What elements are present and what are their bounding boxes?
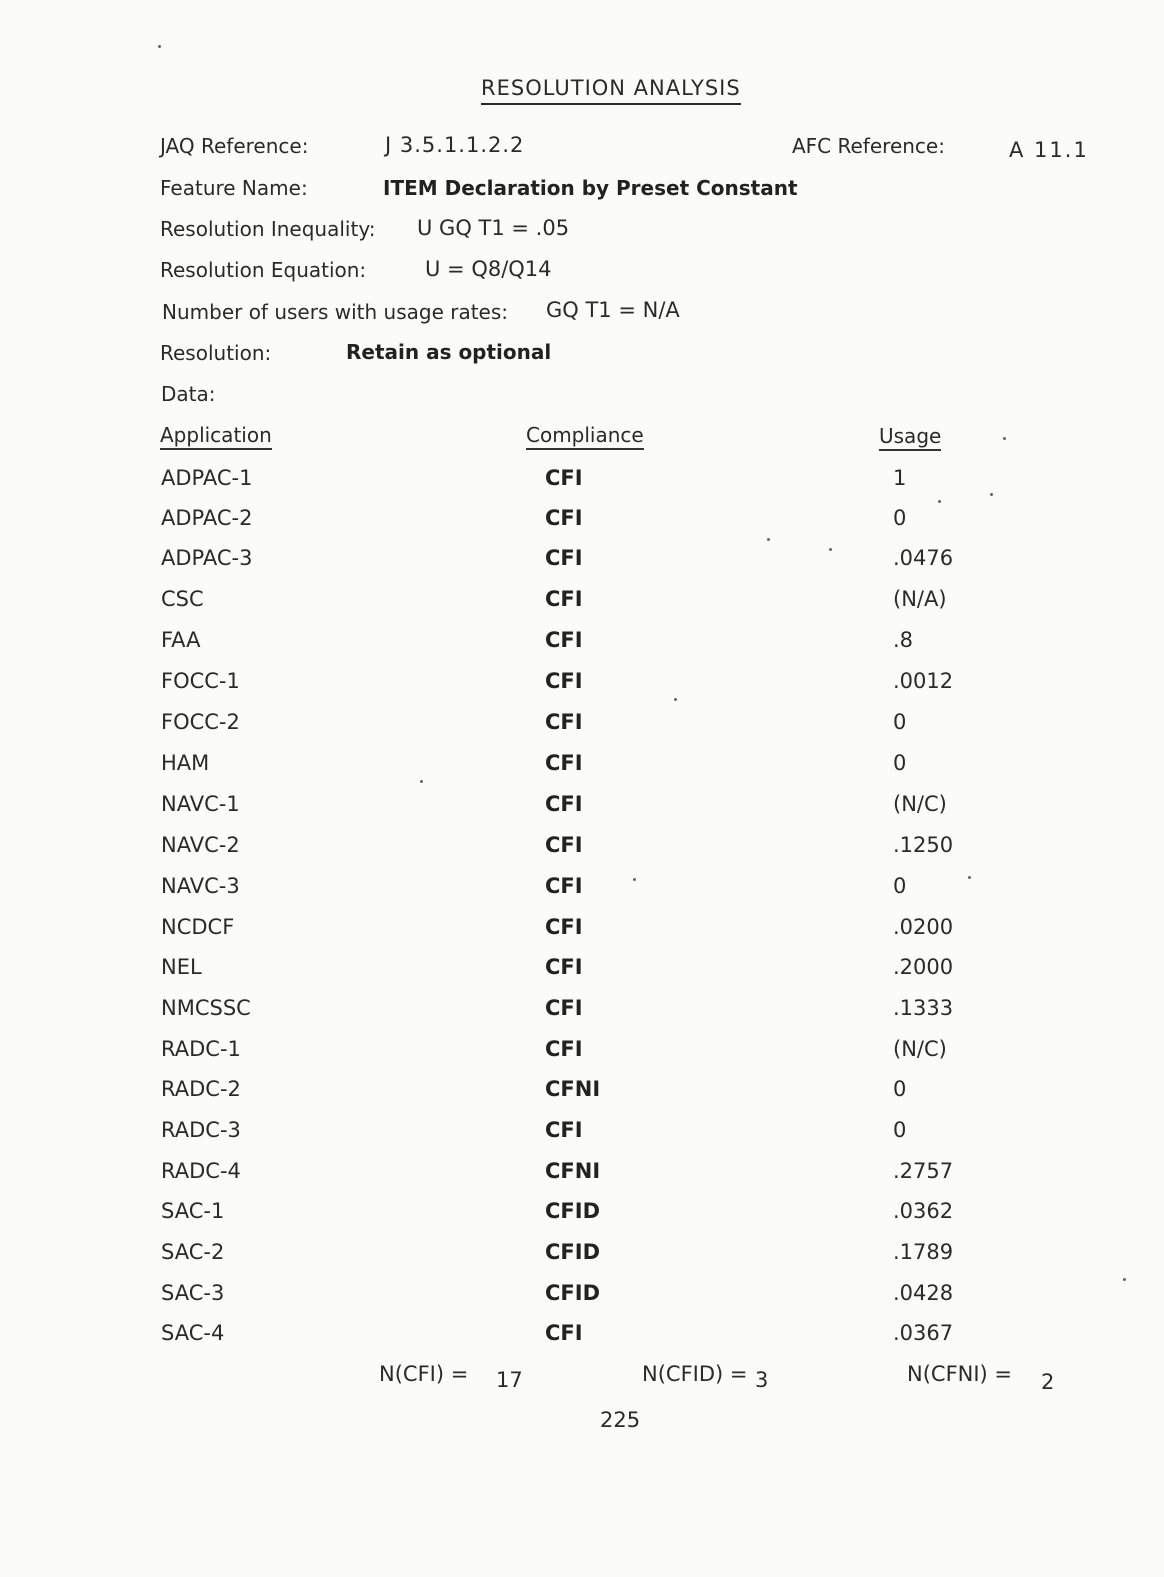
total-cfni-value: 2 [1041,1370,1055,1394]
scan-speck [938,500,941,503]
cell-application: SAC-3 [161,1281,225,1305]
cell-compliance: CFID [545,1281,601,1305]
table-row [0,792,1164,822]
scan-speck [990,493,993,496]
cell-application: RADC-4 [161,1159,241,1183]
cell-usage: 1 [893,466,907,490]
page-number: 225 [600,1408,641,1432]
table-row [0,874,1164,904]
cell-usage: .0367 [893,1321,954,1345]
cell-compliance: CFI [545,955,583,979]
cell-application: RADC-1 [161,1037,241,1061]
table-row [0,669,1164,699]
jaq-reference-label: JAQ Reference: [160,134,309,158]
feature-name-label: Feature Name: [160,176,308,200]
cell-compliance: CFI [545,710,583,734]
cell-application: CSC [161,587,204,611]
scan-speck [420,780,423,783]
cell-usage: 0 [893,1077,907,1101]
cell-compliance: CFI [545,466,583,490]
table-row [0,1281,1164,1311]
cell-usage: 0 [893,506,907,530]
cell-application: ADPAC-1 [161,466,253,490]
cell-usage: .0362 [893,1199,954,1223]
table-row [0,996,1164,1026]
jaq-reference-value: J 3.5.1.1.2.2 [385,133,525,157]
afc-reference-label: AFC Reference: [792,134,945,158]
page-title: RESOLUTION ANALYSIS [481,78,741,105]
cell-application: RADC-3 [161,1118,241,1142]
total-cfi-label: N(CFI) = [379,1362,469,1386]
scan-speck [1123,1278,1126,1281]
table-row [0,1037,1164,1067]
cell-compliance: CFI [545,628,583,652]
cell-application: NAVC-3 [161,874,240,898]
cell-compliance: CFI [545,1321,583,1345]
cell-compliance: CFNI [545,1077,601,1101]
resolution-equation-value: U = Q8/Q14 [425,257,552,281]
cell-compliance: CFID [545,1240,601,1264]
table-row [0,1118,1164,1148]
cell-usage: .8 [893,628,914,652]
table-row [0,1199,1164,1229]
cell-usage: (N/A) [893,587,947,611]
cell-usage: .2000 [893,955,954,979]
cell-compliance: CFID [545,1199,601,1223]
resolution-inequality-value: U GQ T1 = .05 [417,216,570,240]
cell-usage: .1789 [893,1240,954,1264]
table-row [0,628,1164,658]
cell-compliance: CFI [545,1118,583,1142]
cell-application: SAC-2 [161,1240,225,1264]
cell-usage: .1250 [893,833,954,857]
cell-application: NCDCF [161,915,235,939]
resolution-equation-label: Resolution Equation: [160,258,367,282]
cell-usage: 0 [893,1118,907,1142]
total-cfni-label: N(CFNI) = [907,1362,1013,1386]
table-row [0,710,1164,740]
table-row [0,1077,1164,1107]
cell-usage: 0 [893,874,907,898]
column-header-usage: Usage [879,426,941,451]
table-row [0,546,1164,576]
table-row [0,915,1164,945]
cell-compliance: CFI [545,751,583,775]
scan-speck [1003,437,1006,440]
cell-application: RADC-2 [161,1077,241,1101]
scan-speck [968,876,971,879]
cell-application: ADPAC-2 [161,506,253,530]
cell-usage: 0 [893,710,907,734]
table-row [0,751,1164,781]
cell-compliance: CFI [545,996,583,1020]
number-of-users-value: GQ T1 = N/A [546,298,680,322]
column-header-compliance: Compliance [526,425,644,450]
cell-application: HAM [161,751,210,775]
cell-application: FOCC-2 [161,710,240,734]
feature-name-value: ITEM Declaration by Preset Constant [383,176,798,200]
resolution-inequality-label: Resolution Inequality: [160,217,376,241]
cell-application: SAC-4 [161,1321,225,1345]
cell-compliance: CFI [545,587,583,611]
cell-compliance: CFI [545,792,583,816]
table-row [0,506,1164,536]
column-header-application: Application [160,425,272,450]
table-row [0,1159,1164,1189]
table-row [0,955,1164,985]
cell-usage: (N/C) [893,792,947,816]
cell-usage: .0476 [893,546,954,570]
cell-application: FOCC-1 [161,669,240,693]
total-cfid-value: 3 [755,1368,769,1392]
cell-usage: .0012 [893,669,954,693]
resolution-value: Retain as optional [346,340,552,364]
table-row [0,587,1164,617]
cell-application: NAVC-1 [161,792,240,816]
scan-speck [674,698,677,701]
cell-compliance: CFI [545,546,583,570]
table-row [0,833,1164,863]
table-row [0,1321,1164,1351]
cell-compliance: CFI [545,1037,583,1061]
cell-usage: .1333 [893,996,954,1020]
scan-speck [767,538,770,541]
scan-speck [158,45,161,48]
resolution-label: Resolution: [160,341,272,365]
number-of-users-label: Number of users with usage rates: [162,300,509,324]
table-row [0,466,1164,496]
total-cfi-value: 17 [496,1368,523,1392]
cell-compliance: CFI [545,506,583,530]
cell-application: FAA [161,628,201,652]
cell-application: NAVC-2 [161,833,240,857]
cell-compliance: CFI [545,874,583,898]
cell-application: ADPAC-3 [161,546,253,570]
total-cfid-label: N(CFID) = [642,1362,748,1386]
cell-compliance: CFI [545,833,583,857]
cell-application: SAC-1 [161,1199,225,1223]
cell-usage: .0428 [893,1281,954,1305]
cell-usage: .0200 [893,915,954,939]
cell-usage: (N/C) [893,1037,947,1061]
afc-reference-value: A 11.1 [1009,138,1089,162]
cell-compliance: CFNI [545,1159,601,1183]
cell-compliance: CFI [545,915,583,939]
scan-speck [633,878,636,881]
cell-application: NMCSSC [161,996,251,1020]
data-label: Data: [161,382,216,406]
cell-usage: 0 [893,751,907,775]
table-row [0,1240,1164,1270]
cell-compliance: CFI [545,669,583,693]
scan-speck [829,548,832,551]
cell-application: NEL [161,955,202,979]
cell-usage: .2757 [893,1159,954,1183]
